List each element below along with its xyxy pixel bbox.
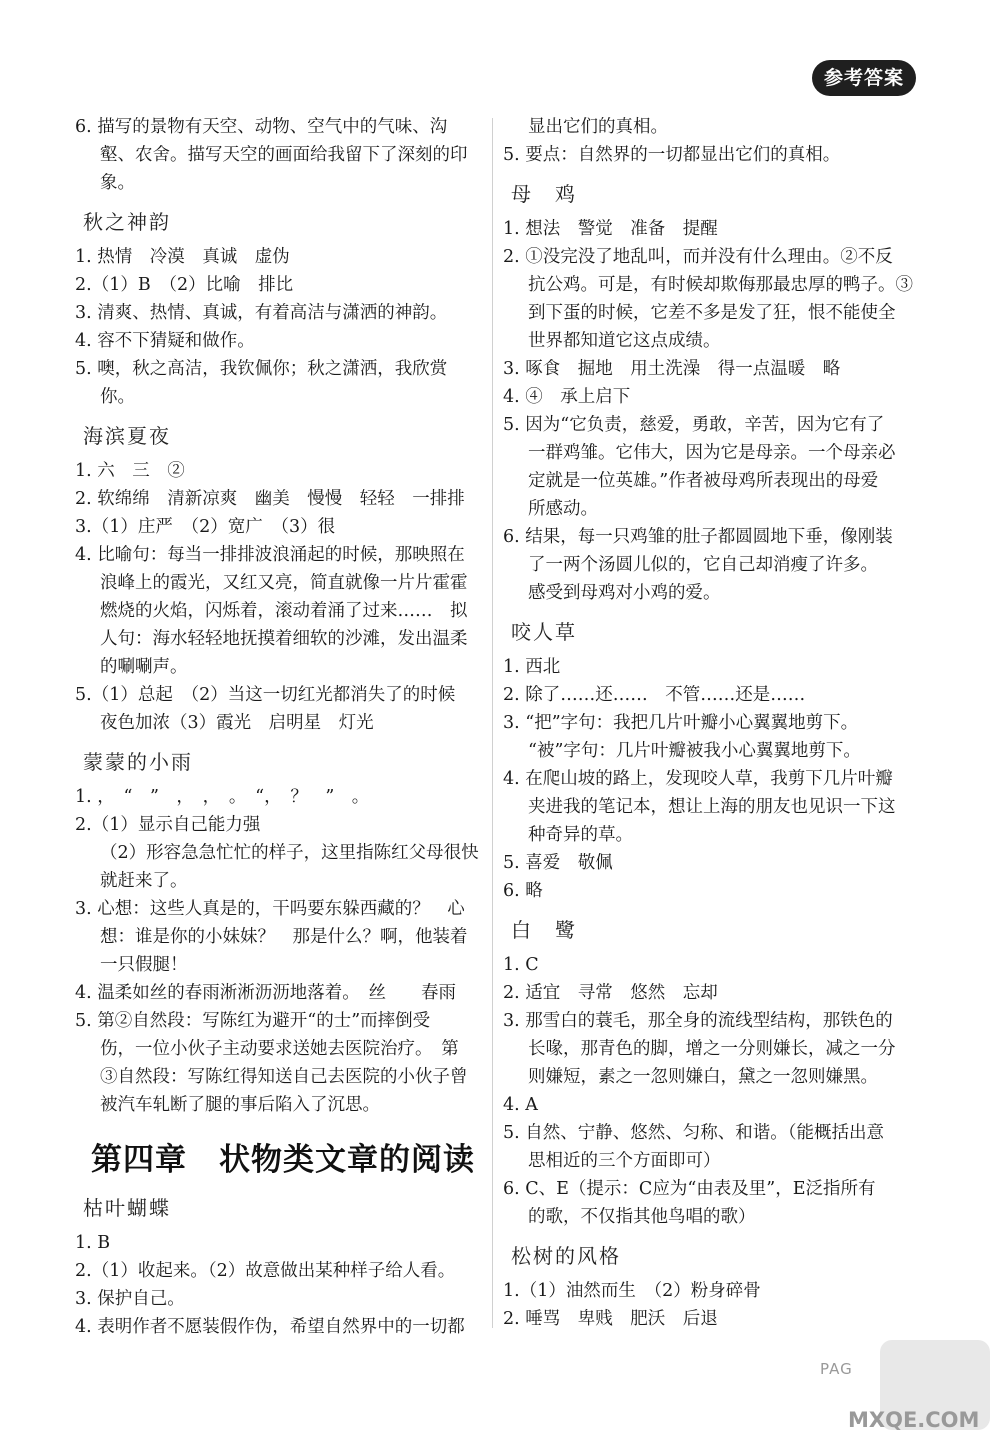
answer-line: 5. 第②自然段：写陈红为避开“的士”而摔倒受 — [75, 1011, 431, 1031]
answer-continuation: 夹进我的笔记本，想让上海的朋友也见识一下这 — [528, 797, 896, 817]
answer-line: 3. 清爽、热情、真诚，有着高洁与潇洒的神韵。 — [75, 303, 448, 323]
right-column — [503, 113, 913, 1333]
left-column — [75, 113, 490, 1341]
answer-continuation: 定就是一位英雄。”作者被母鸡所表现出的母爱 — [528, 471, 879, 491]
answer-line: 2.（1）B （2）比喻 排比 — [75, 275, 294, 295]
answer-line: 4. A — [503, 1095, 538, 1115]
answer-line: 5. 要点：自然界的一切都显出它们的真相。 — [503, 145, 841, 165]
answer-continuation: 所感动。 — [528, 499, 598, 519]
answer-line: 5. 喜爱 敬佩 — [503, 853, 613, 873]
answer-continuation: 浪峰上的霞光，又红又亮，简直就像一片片霍霍 — [100, 573, 468, 593]
answer-line: 3. 啄食 掘地 用土洗澡 得一点温暖 略 — [503, 359, 841, 379]
answer-continuation: 燃烧的火焰，闪烁着，滚动着涌了过来…… 拟 — [100, 601, 468, 621]
answer-line: 6. C、E（提示：C应为“由表及里”，E泛指所有 — [503, 1179, 876, 1199]
answer-continuation: 世界都知道它这点成绩。 — [528, 331, 721, 351]
answer-continuation: 的唰唰声。 — [100, 657, 188, 677]
section-heading: 秋之神韵 — [83, 210, 171, 234]
answer-line: 4. ④ 承上启下 — [503, 387, 631, 407]
section-heading: 松树的风格 — [511, 1244, 621, 1268]
answer-line: 2. 适宜 寻常 悠然 忘却 — [503, 983, 718, 1003]
answer-continuation: ③自然段：写陈红得知送自己去医院的小伙子曾 — [100, 1067, 468, 1087]
answer-line: 1. ， “ ” ， ， 。 “， ？ ” 。 — [75, 787, 370, 807]
section-heading: 枯叶蝴蝶 — [83, 1196, 171, 1220]
answer-line: 3. 心想：这些人真是的，干吗要东躲西藏的？ 心 — [75, 899, 465, 919]
answer-continuation: 了一两个汤圆儿似的，它自己却消瘦了许多。 — [528, 555, 878, 575]
answer-continuation: 伤，一位小伙子主动要求送她去医院治疗。 第 — [100, 1039, 459, 1059]
reference-answer-badge: 参考答案 — [812, 60, 916, 96]
column-divider — [492, 118, 493, 1328]
answer-line: 6. 结果，每一只鸡雏的肚子都圆圆地下垂，像刚装 — [503, 527, 893, 547]
answer-line: 4. 表明作者不愿装假作伪，希望自然界中的一切都 — [75, 1317, 465, 1337]
answer-line: 3. 保护自己。 — [75, 1289, 185, 1309]
answer-line: 5. 自然、宁静、悠然、匀称、和谐。（能概括出意 — [503, 1123, 885, 1143]
answer-continuation: 壑、农舍。描写天空的画面给我留下了深刻的印 — [100, 145, 468, 165]
answer-line: 6. 描写的景物有天空、动物、空气中的气味、沟 — [75, 117, 448, 137]
answer-continuation: 到下蛋的时候，它差不多是发了狂，恨不能使全 — [528, 303, 896, 323]
answer-line: 3. 那雪白的蓑毛，那全身的流线型结构，那铁色的 — [503, 1011, 893, 1031]
answer-line: 2.（1）收起来。（2）故意做出某种样子给人看。 — [75, 1261, 456, 1281]
answer-continuation: 被汽车轧断了腿的事后陷入了沉思。 — [100, 1095, 380, 1115]
watermark-url: MXQE.COM — [848, 1408, 980, 1432]
answer-line: 1. 热情 冷漠 真诚 虚伪 — [75, 247, 290, 267]
section-heading: 母 鸡 — [511, 182, 577, 206]
answer-continuation: 感受到母鸡对小鸡的爱。 — [528, 583, 721, 603]
answer-line: 2. 除了……还…… 不管……还是…… — [503, 685, 806, 705]
answer-continuation: 的歌，不仅指其他鸟唱的歌） — [528, 1207, 756, 1227]
answer-line: 5.（1）总起 （2）当这一切红光都消失了的时候 — [75, 685, 456, 705]
answer-continuation: 一只假腿！ — [100, 955, 188, 975]
answer-continuation: 象。 — [100, 173, 135, 193]
answer-continuation: 人句：海水轻轻地抚摸着细软的沙滩，发出温柔 — [100, 629, 468, 649]
answer-continuation: 长喙，那青色的脚，增之一分则嫌长，减之一分 — [528, 1039, 896, 1059]
answer-continuation: 就赶来了。 — [100, 871, 188, 891]
answer-line: 1. C — [503, 955, 539, 975]
answer-continuation: 种奇异的草。 — [528, 825, 633, 845]
answer-line: 1. 想法 警觉 准备 提醒 — [503, 219, 718, 239]
answer-continuation: 夜色加浓（3）霞光 启明星 灯光 — [100, 713, 374, 733]
section-heading: 白 鹭 — [511, 918, 577, 942]
answer-continuation: 一群鸡雏。它伟大，因为它是母亲。一个母亲必 — [528, 443, 896, 463]
answer-continuation: 抗公鸡。可是，有时候却欺侮那最忠厚的鸭子。③ — [528, 275, 913, 295]
answer-continuation: 想：谁是你的小妹妹？ 那是什么？啊，他装着 — [100, 927, 468, 947]
answer-line: 5. 因为“它负责，慈爱，勇敢，辛苦，因为它有了 — [503, 415, 885, 435]
answer-line: 6. 略 — [503, 881, 543, 901]
answer-line: 4. 温柔如丝的春雨淅淅沥沥地落着。 丝 春雨 — [75, 983, 457, 1003]
answer-line: 2.（1）显示自己能力强 — [75, 815, 261, 835]
answer-line: 2. 唾骂 卑贱 肥沃 后退 — [503, 1309, 718, 1329]
chapter-title: 第四章 状物类文章的阅读 — [91, 1142, 475, 1178]
answer-continuation: 显出它们的真相。 — [528, 117, 668, 137]
section-heading: 咬人草 — [511, 620, 577, 644]
answer-line: 1.（1）油然而生 （2）粉身碎骨 — [503, 1281, 761, 1301]
answer-continuation: （2）形容急急忙忙的样子，这里指陈红父母很快 — [100, 843, 479, 863]
answer-line: 1. B — [75, 1233, 111, 1253]
answer-line: 1. 西北 — [503, 657, 561, 677]
answer-line: 3. “把”字句：我把几片叶瓣小心翼翼地剪下。 — [503, 713, 859, 733]
answer-line: 2. 软绵绵 清新凉爽 幽美 慢慢 轻轻 一排排 — [75, 489, 465, 509]
section-heading: 蒙蒙的小雨 — [83, 750, 193, 774]
answer-continuation: “被”字句：几片叶瓣被我小心翼翼地剪下。 — [528, 741, 861, 761]
page-label: PAG — [820, 1360, 853, 1378]
answer-line: 2. ①没完没了地乱叫，而并没有什么理由。②不反 — [503, 247, 893, 267]
answer-continuation: 则嫌短，素之一忽则嫌白，黛之一忽则嫌黑。 — [528, 1067, 878, 1087]
answer-line: 5. 噢，秋之高洁，我钦佩你；秋之潇洒，我欣赏 — [75, 359, 448, 379]
answer-line: 3.（1）庄严 （2）宽广 （3）很 — [75, 517, 336, 537]
answer-line: 4. 比喻句：每当一排排波浪涌起的时候，那映照在 — [75, 545, 465, 565]
section-heading: 海滨夏夜 — [83, 424, 171, 448]
answer-line: 1. 六 三 ② — [75, 461, 185, 481]
answer-line: 4. 在爬山坡的路上，发现咬人草，我剪下几片叶瓣 — [503, 769, 893, 789]
answer-continuation: 你。 — [100, 387, 135, 407]
answer-continuation: 思相近的三个方面即可） — [528, 1151, 721, 1171]
answer-line: 4. 容不下猜疑和做作。 — [75, 331, 255, 351]
